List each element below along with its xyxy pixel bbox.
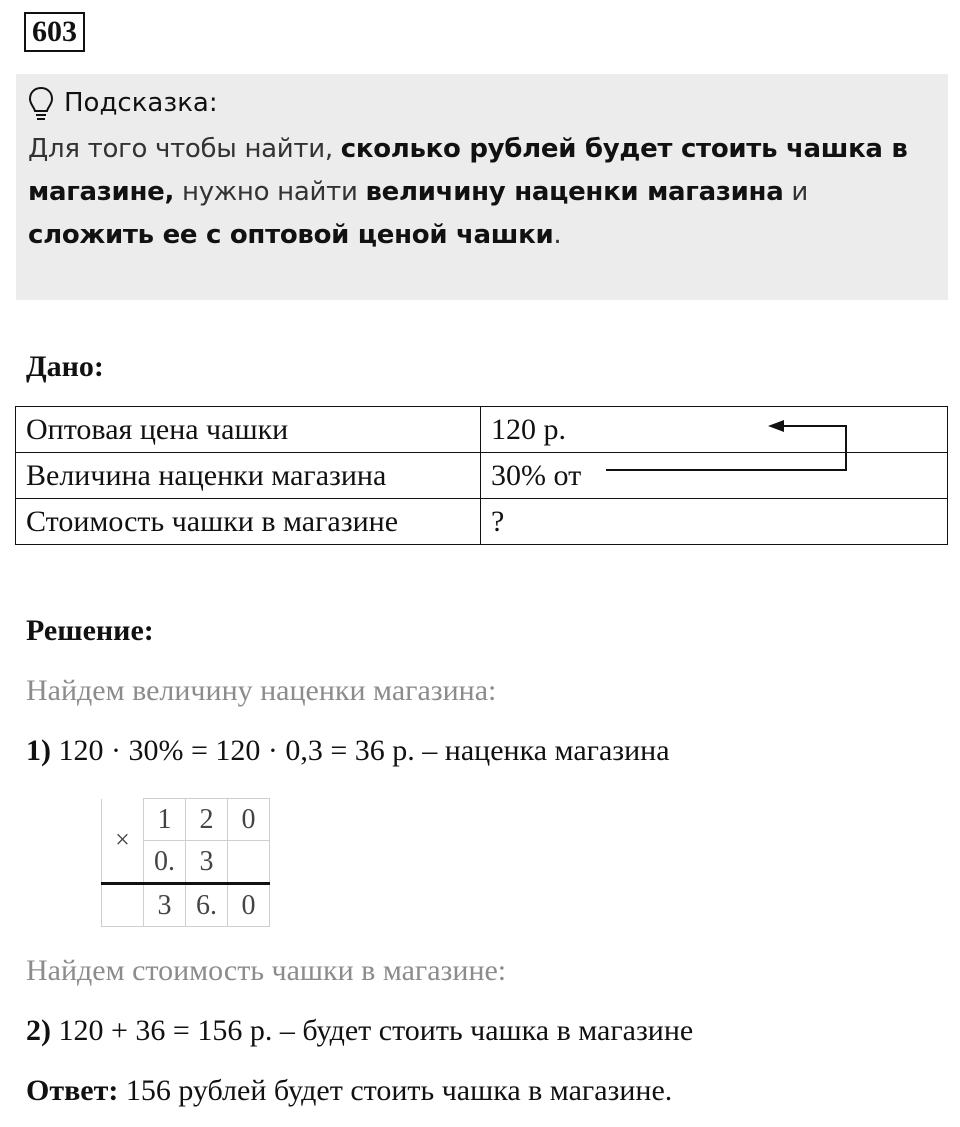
step1-note: Найдем величину наценки магазина: xyxy=(26,674,497,707)
answer-line xyxy=(26,1074,672,1108)
hint-text xyxy=(28,128,928,257)
calc-cell: 0. xyxy=(144,841,186,884)
multiply-sign: × xyxy=(102,799,144,884)
answer-label: Ответ: xyxy=(26,1074,119,1107)
step2-line xyxy=(26,1014,693,1048)
hint-part: нужно найти xyxy=(174,177,366,207)
calc-cell: 3 xyxy=(144,884,186,927)
calc-row xyxy=(102,884,270,927)
given-title: Дано: xyxy=(26,350,104,383)
hint-part-bold: сколько рублей будет стоить чашка в магазине, xyxy=(28,134,908,207)
hint-part: . xyxy=(553,220,562,250)
calc-cell: 0 xyxy=(228,799,270,841)
task-number: 603 xyxy=(24,12,85,52)
column-multiplication xyxy=(101,798,270,927)
table-row xyxy=(16,407,948,453)
calc-cell xyxy=(228,841,270,884)
given-value: ? xyxy=(481,499,948,545)
given-label: Стоимость чашки в магазине xyxy=(16,499,481,545)
calc-cell: 1 xyxy=(144,799,186,841)
step1-number: 1) xyxy=(26,734,51,767)
calc-cell: 0 xyxy=(228,884,270,927)
table-row xyxy=(16,453,948,499)
step1-expression: 120 · 30% = 120 · 0,3 = 36 р. – наценка магазина xyxy=(51,734,670,767)
calc-cell: 6. xyxy=(186,884,228,927)
given-value: 120 р. xyxy=(481,407,948,453)
hint-title-text: Подсказка: xyxy=(64,88,218,118)
hint-part-bold: величину наценки магазина xyxy=(365,177,784,207)
table-row xyxy=(16,499,948,545)
lightbulb-icon xyxy=(28,86,54,122)
calc-cell: 3 xyxy=(186,841,228,884)
hint-part: Для того чтобы найти, xyxy=(28,134,341,164)
calc-cell xyxy=(102,884,144,927)
given-label: Оптовая цена чашки xyxy=(16,407,481,453)
given-table xyxy=(15,406,948,545)
calc-row xyxy=(102,799,270,841)
step2-expression: 120 + 36 = 156 р. – будет стоить чашка в магазине xyxy=(51,1014,694,1047)
answer-text: 156 рублей будет стоить чашка в магазине. xyxy=(118,1074,673,1107)
hint-part: и xyxy=(783,177,809,207)
given-value: 30% от xyxy=(481,453,948,499)
hint-title xyxy=(28,82,218,125)
given-label: Величина наценки магазина xyxy=(16,453,481,499)
solution-title: Решение: xyxy=(26,614,154,647)
calc-cell: 2 xyxy=(186,799,228,841)
step2-note: Найдем стоимость чашки в магазине: xyxy=(26,954,507,987)
step2-number: 2) xyxy=(26,1014,51,1047)
step1-line xyxy=(26,734,670,768)
hint-part-bold: сложить ее с оптовой ценой чашки xyxy=(28,220,554,250)
hint-box xyxy=(16,74,948,300)
